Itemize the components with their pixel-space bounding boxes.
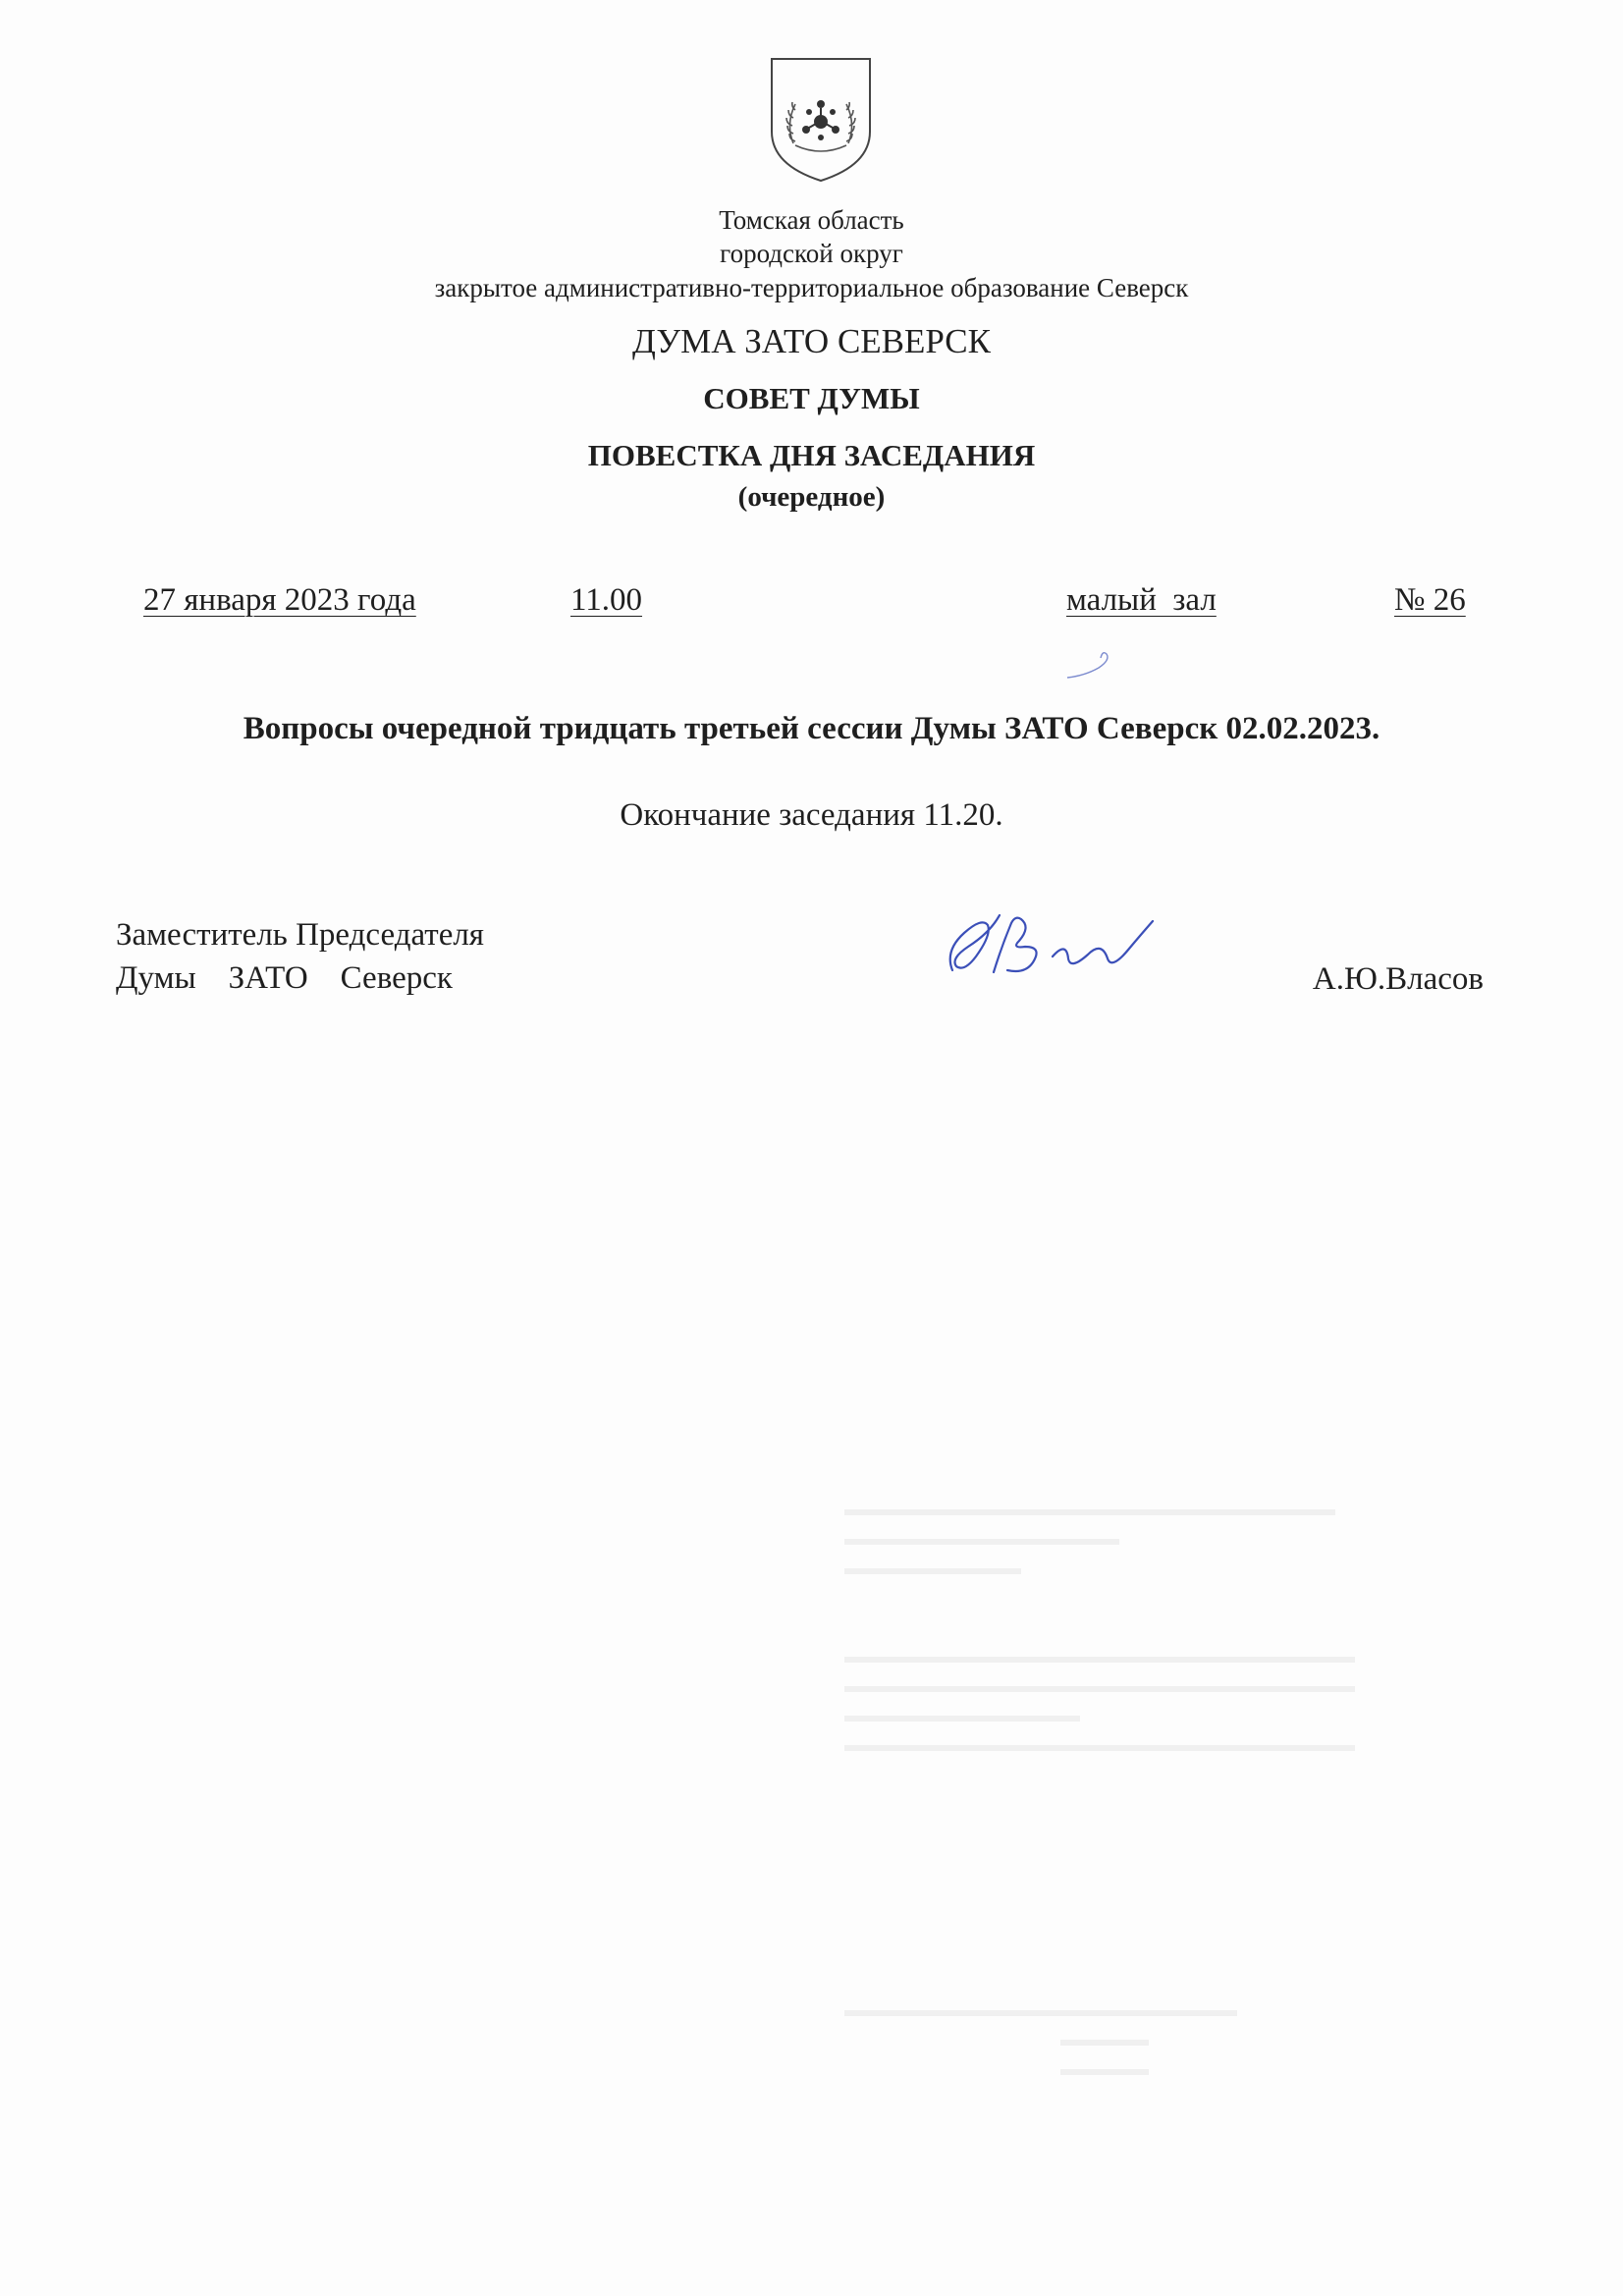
meeting-place: малый зал [1066, 582, 1217, 618]
council-title: СОВЕТ ДУМЫ [703, 381, 920, 415]
bleed-through-pattern [825, 1493, 1375, 2102]
session-type: (очередное) [737, 481, 886, 513]
signatory-position [116, 913, 484, 1000]
duma-title: ДУМА ЗАТО СЕВЕРСК [632, 322, 991, 360]
district-line: городской округ [720, 239, 903, 268]
pen-stroke-mark [1065, 648, 1124, 683]
zato-line: закрытое административно-территориальное образование Северск [434, 273, 1189, 302]
document-title: ПОВЕСТКА ДНЯ ЗАСЕДАНИЯ [587, 438, 1036, 472]
position-line-2: Думы ЗАТО Северск [116, 960, 453, 996]
meeting-date: 27 января 2023 года [143, 582, 416, 618]
end-time: Окончание заседания 11.20. [620, 797, 1003, 833]
agenda-item: Вопросы очередной тридцать третьей сессии Думы ЗАТО Северск 02.02.2023. [243, 711, 1380, 746]
coat-of-arms-icon [766, 55, 876, 185]
region-line: Томская область [719, 205, 904, 235]
signatory-name: А.Ю.Власов [1312, 961, 1484, 997]
position-line-1: Заместитель Председателя [116, 917, 484, 953]
meeting-number: № 26 [1394, 582, 1466, 618]
meeting-time: 11.00 [570, 582, 643, 618]
handwritten-signature [943, 902, 1159, 990]
